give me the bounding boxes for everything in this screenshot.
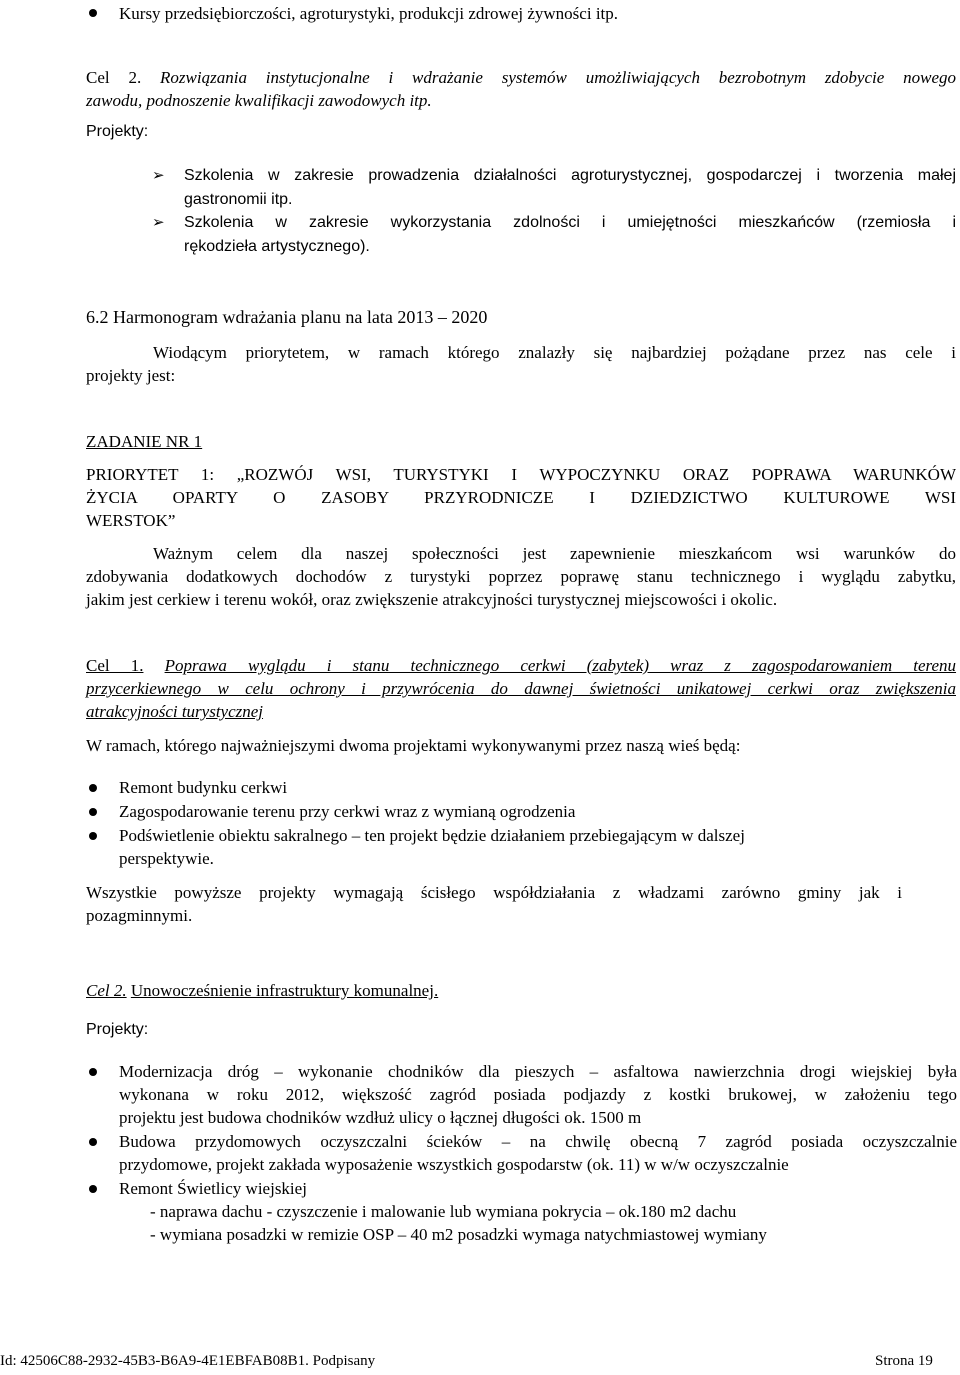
- goal-description-cont: zdobywania dodatkowych dochodów z turystyki poprzez poprawę stanu technicznego i wyglądu zabytku,: [86, 567, 956, 586]
- goal-text-cont: przycerkiewnego w celu ochrony i przywrócenia do dawnej świetności unikatowej cerkwi oraz zwiększenia: [86, 679, 956, 698]
- priority-heading-end: WERSTOK”: [86, 511, 176, 530]
- project-item-cont: rękodzieła artystycznego).: [184, 238, 370, 255]
- intro-text: Wiodącym priorytetem, w ramach którego znalazły się najbardziej pożądane przez nas cele i: [153, 343, 956, 362]
- section-heading: 6.2 Harmonogram wdrażania planu na lata 2013 – 2020: [86, 307, 488, 327]
- list-item: Remont Świetlicy wiejskiej: [119, 1179, 307, 1198]
- summary-text-cont: pozagminnymi.: [86, 906, 193, 925]
- projects-label: Projekty:: [86, 123, 149, 140]
- priority-heading: PRIORYTET 1: „ROZWÓJ WSI, TURYSTYKI I WYPOCZYNKU ORAZ POPRAWA WARUNKÓW: [86, 465, 956, 484]
- list-item-cont: perspektywie.: [119, 849, 214, 868]
- project-item-cont: gastronomii itp.: [184, 191, 293, 208]
- page-number: Strona 19: [875, 1353, 933, 1369]
- bullet-dot: [89, 9, 97, 17]
- priority-heading-cont: ŻYCIA OPARTY O ZASOBY PRZYRODNICZE I DZIEDZICTWO KULTUROWE WSI: [86, 488, 956, 507]
- intro-text-cont: projekty jest:: [86, 366, 176, 385]
- bullet-dot: [89, 1185, 97, 1193]
- list-item-cont: przydomowe, projekt zakłada wyposażenie wszystkich gospodarstw (ok. 11) w w/w oczyszczalnie: [119, 1155, 789, 1174]
- list-item-end: projektu jest budowa chodników wzdłuż ulicy o łącznej długości ok. 1500 m: [119, 1108, 642, 1127]
- bullet-dot: [89, 784, 97, 792]
- goal-heading: [86, 654, 956, 677]
- list-item: Podświetlenie obiektu sakralnego – ten projekt będzie działaniem przebiegającym w dalszej: [119, 826, 745, 845]
- summary-text: Wszystkie powyższe projekty wymagają ścisłego współdziałania z władzami zarówno gminy jak i: [86, 883, 902, 902]
- list-item: Modernizacja dróg – wykonanie chodników dla pieszych – asfaltowa nawierzchnia drogi wiejskiej była: [119, 1062, 957, 1081]
- list-item: Budowa przydomowych oczyszczalni ścieków – na chwilę obecną 7 zagród posiada oczyszczalnie: [119, 1132, 957, 1151]
- sub-item: - wymiana posadzki w remizie OSP – 40 m2 posadzki wymaga natychmiastowej wymiany: [150, 1225, 767, 1244]
- goal-text: Poprawa wyglądu i stanu technicznego cerkwi (zabytek) wraz z zagospodarowaniem terenu: [164, 656, 957, 675]
- bullet-dot: [89, 808, 97, 816]
- goal-text-cont: zawodu, podnoszenie kwalifikacji zawodowych itp.: [86, 91, 432, 110]
- bullet-dot: [89, 1138, 97, 1146]
- goal-heading: [86, 66, 956, 89]
- goal-prefix: Cel 2.: [86, 68, 142, 87]
- goal-prefix: Cel 1.: [86, 656, 144, 675]
- list-item: Remont budynku cerkwi: [119, 778, 288, 797]
- projects-label: Projekty:: [86, 1021, 149, 1038]
- goal-text: Rozwiązania instytucjonalne i wdrażanie systemów umożliwiających bezrobotnym zdobycie nowego: [160, 68, 957, 87]
- footer-id: Id: 42506C88-2932-45B3-B6A9-4E1EBFAB08B1. Podpisany: [0, 1353, 376, 1369]
- goal-text-end: atrakcyjności turystycznej: [86, 702, 264, 721]
- arrow-bullet-icon: ➢: [152, 213, 165, 231]
- goal-description-end: jakim jest cerkiew i terenu wokół, oraz zwiększenie atrakcyjności turystycznej miejscowości i okolic.: [86, 590, 778, 609]
- intro-sentence: W ramach, którego najważniejszymi dwoma projektami wykonywanymi przez naszą wieś będą:: [86, 736, 741, 755]
- project-item: Szkolenia w zakresie wykorzystania zdolności i umiejętności mieszkańców (rzemiosła i: [184, 214, 956, 231]
- goal-text: Unowocześnienie infrastruktury komunalnej.: [130, 981, 439, 1000]
- bullet-dot: [89, 832, 97, 840]
- bullet-dot: [89, 1068, 97, 1076]
- task-heading: ZADANIE NR 1: [86, 432, 203, 451]
- goal-heading: [86, 979, 438, 1002]
- goal-prefix: Cel 2.: [86, 981, 127, 1000]
- arrow-bullet-icon: ➢: [152, 166, 165, 184]
- goal-description: Ważnym celem dla naszej społeczności jest zapewnienie mieszkańcom wsi warunków do: [153, 544, 956, 563]
- list-item: Zagospodarowanie terenu przy cerkwi wraz z wymianą ogrodzenia: [119, 802, 576, 821]
- sub-item: - naprawa dachu - czyszczenie i malowanie lub wymiana pokrycia – ok.180 m2 dachu: [150, 1202, 737, 1221]
- list-item-cont: wykonana w roku 2012, większość zagród posiada podjazdy z kostki brukowej, w założeniu tego: [119, 1085, 957, 1104]
- bullet-text: Kursy przedsiębiorczości, agroturystyki, produkcji zdrowej żywności itp.: [119, 4, 619, 23]
- project-item: Szkolenia w zakresie prowadzenia działalności agroturystycznej, gospodarczej i tworzenia małej: [184, 167, 956, 184]
